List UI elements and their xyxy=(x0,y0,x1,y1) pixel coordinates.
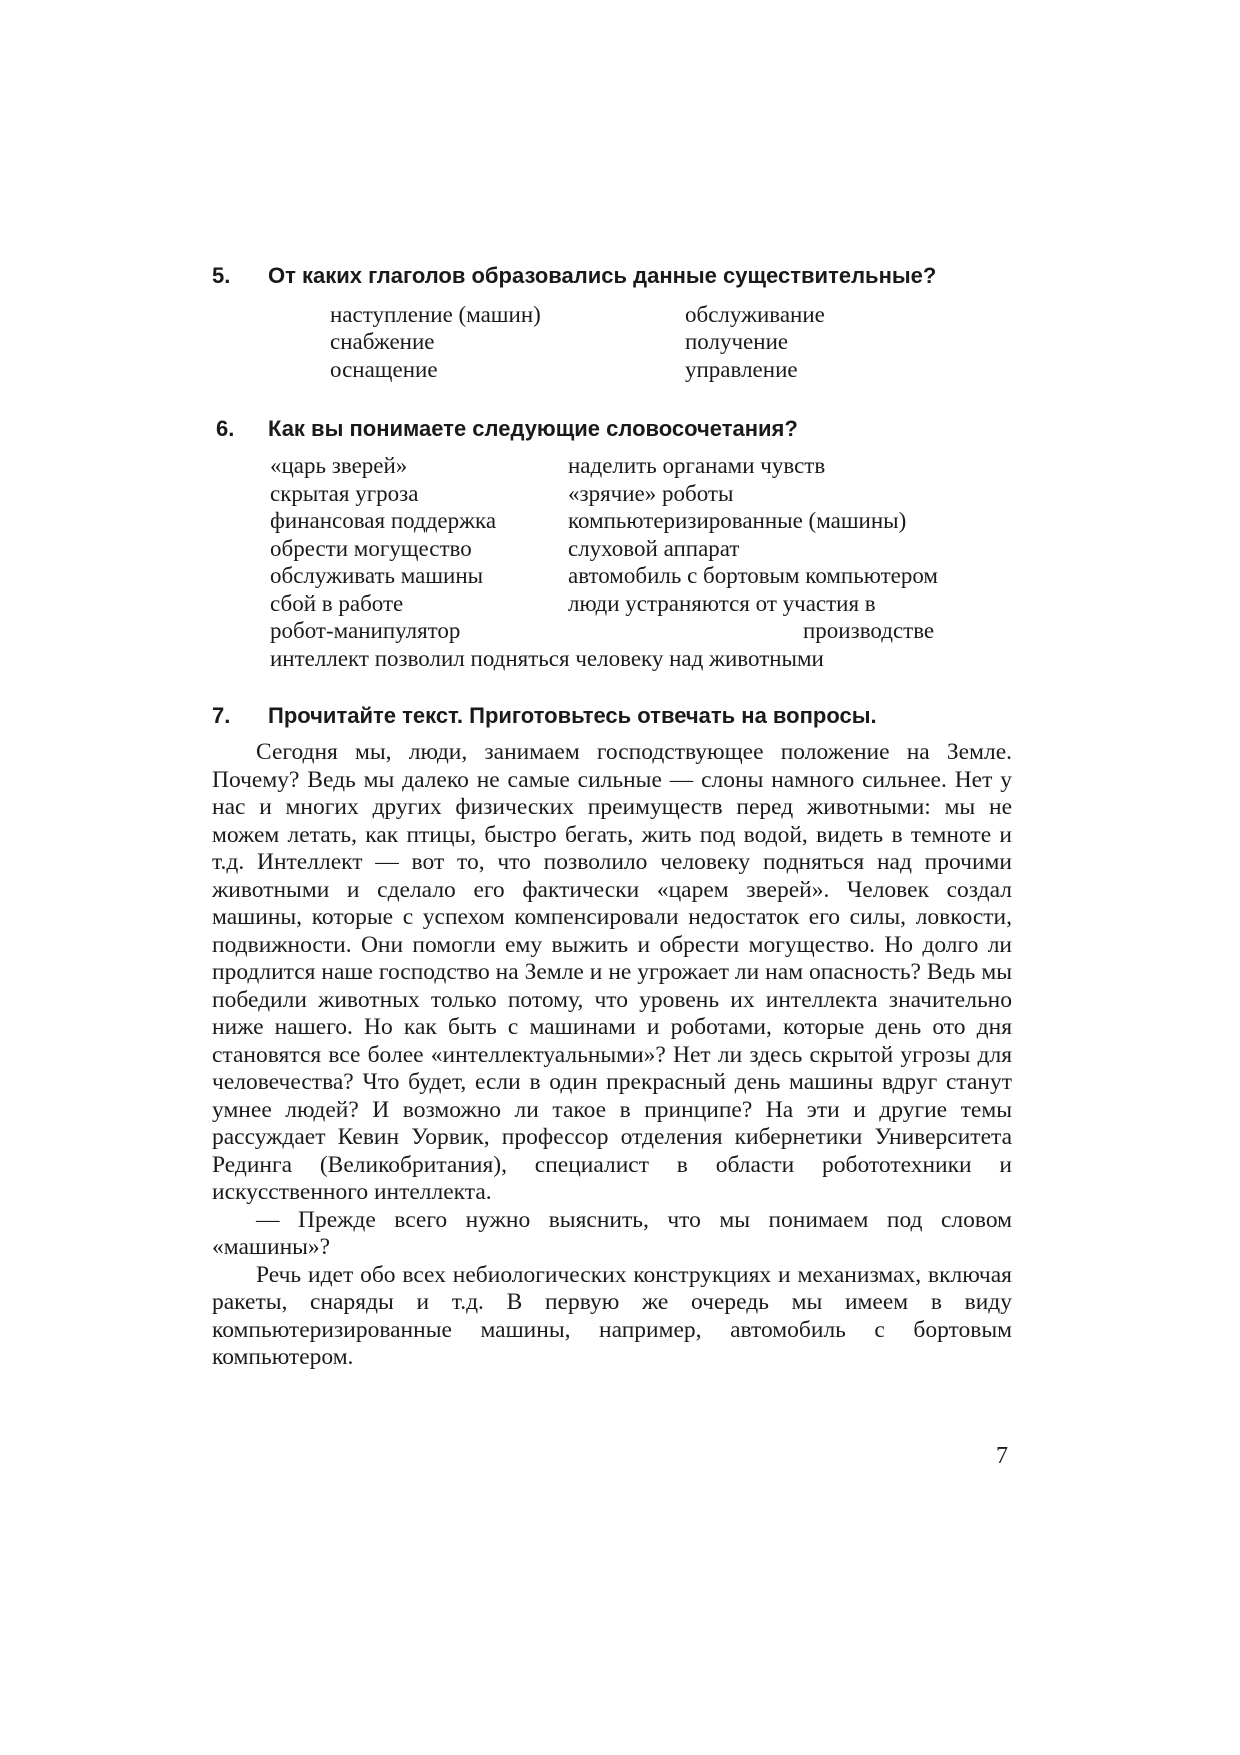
page-number: 7 xyxy=(996,1443,1008,1469)
ex6-right-item: слуховой аппарат xyxy=(568,536,740,561)
ex6-right-item: автомобиль с бортовым компьютером xyxy=(568,563,938,588)
ex5-left-item: оснащение xyxy=(330,357,438,382)
exercise-5-number: 5. xyxy=(212,263,231,288)
ex6-left-item: скрытая угроза xyxy=(270,481,419,506)
exercise-7-text xyxy=(212,739,1012,1372)
exercise-6-number: 6. xyxy=(216,416,235,441)
ex6-left-item: робот-манипулятор xyxy=(270,618,461,643)
ex6-right-item: люди устраняются от участия в xyxy=(568,591,876,616)
ex6-right-item: «зрячие» роботы xyxy=(568,481,734,506)
ex5-right-item: получение xyxy=(685,329,789,354)
ex5-left-item: снабжение xyxy=(330,329,435,354)
ex6-last-item: интеллект позволил подняться человеку над животными xyxy=(270,646,824,671)
ex6-left-item: обслуживать машины xyxy=(270,563,484,588)
text-paragraph: Речь идет обо всех небиологических конструкциях и механизмах, включая ракеты, снаряды и т.д. В первую же очередь мы имеем в виду компьютеризированные машины, например, автомобиль с бортовым компьютером. xyxy=(212,1261,1012,1370)
text-paragraph: Сегодня мы, люди, занимаем господствующее положение на Земле. Почему? Ведь мы далеко не самые сильные — слоны намного сильнее. Нет у нас и многих других физических преимуществ перед животными: мы не можем летать, как птицы, быстро бегать, жить под водой, видеть в темноте и т.д. Интеллект — вот то, что позволило человеку подняться над прочими животными и сделало его фактически «царем зверей». Человек создал машины, которые с успехом компенсировали недостаток его силы, ловкости, подвижности. Они помогли ему выжить и обрести могущество. Но долго ли продлится наше господство на Земле и не угрожает ли нам опасность? Ведь мы победили животных только потому, что уровень их интеллекта значительно ниже нашего. Но как быть с машинами и роботами, которые день ото дня становятся все более «интеллектуальными»? Нет ли здесь скрытой угрозы для человечества? Что будет, если в один прекрасный день машины вдруг станут умнее людей? И возможно ли такое в принципе? На эти и другие темы рассуждает Кевин Уорвик, профессор отделения кибернетики Университета Рединга (Великобритания), специалист в области робототехники и искусственного интеллекта. xyxy=(212,739,1012,1205)
exercise-6-title: Как вы понимаете следующие словосочетания? xyxy=(268,416,798,441)
exercise-7-number: 7. xyxy=(212,703,231,728)
ex6-right-item: наделить органами чувств xyxy=(568,453,826,478)
ex6-left-item: сбой в работе xyxy=(270,591,404,616)
ex5-right-item: управление xyxy=(685,357,798,382)
ex5-right-item: обслуживание xyxy=(685,302,825,327)
exercise-7-title: Прочитайте текст. Приготовьтесь отвечать на вопросы. xyxy=(268,703,877,728)
ex6-left-item: обрести могущество xyxy=(270,536,472,561)
ex6-right-item: производстве xyxy=(803,618,935,643)
ex5-left-item: наступление (машин) xyxy=(330,302,541,327)
ex6-left-item: «царь зверей» xyxy=(270,453,408,478)
ex6-left-item: финансовая поддержка xyxy=(270,508,497,533)
ex6-right-item: компьютеризированные (машины) xyxy=(568,508,907,533)
exercise-5-title: От каких глаголов образовались данные существительные? xyxy=(268,263,937,288)
text-paragraph: — Прежде всего нужно выяснить, что мы понимаем под словом «машины»? xyxy=(212,1206,1012,1260)
